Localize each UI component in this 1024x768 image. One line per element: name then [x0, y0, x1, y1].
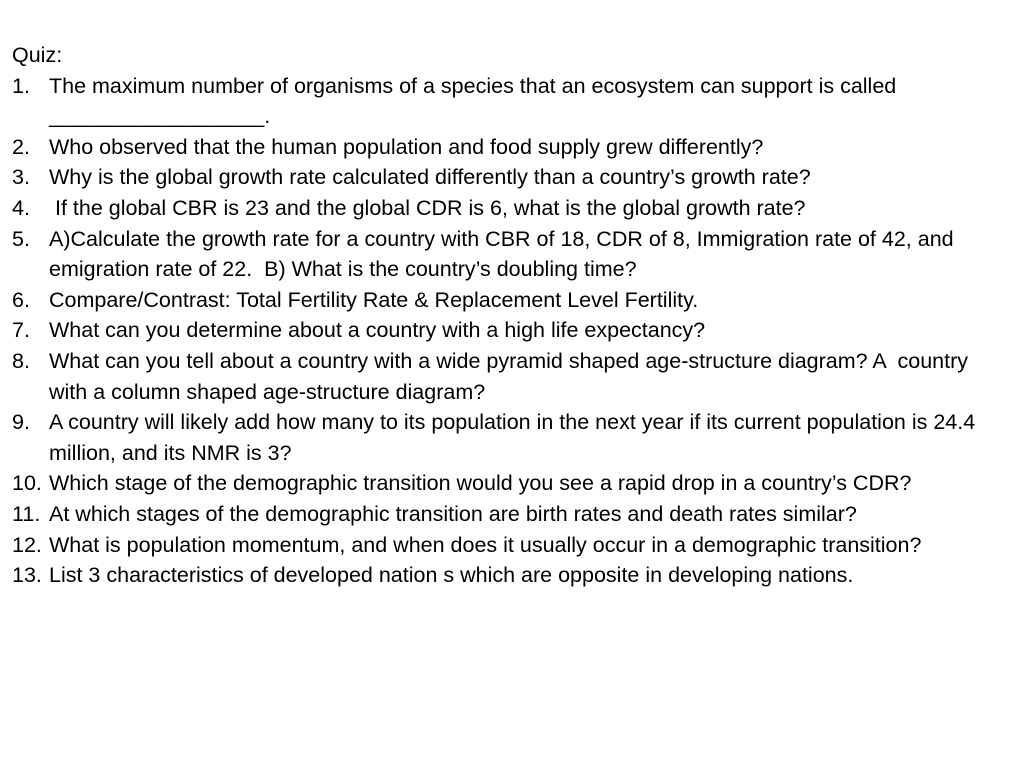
- question-item-12: [12, 530, 1012, 561]
- question-item-11: [12, 499, 1012, 530]
- question-text: A country will likely add how many to its population in the next year if its current population is 24.4 million, and its NMR is 3?: [49, 410, 982, 465]
- question-number: 10.: [12, 471, 42, 496]
- question-item-9: [12, 407, 1012, 468]
- question-text: What can you tell about a country with a wide pyramid shaped age-structure diagram? A country with a column shaped age-structure diagram?: [49, 348, 975, 404]
- question-item-1: [12, 71, 1012, 132]
- question-item-3: [12, 162, 1012, 193]
- question-number: 6.: [12, 287, 30, 312]
- question-text: List 3 characteristics of developed nation s which are opposite in developing nations.: [49, 563, 854, 588]
- question-number: 13.: [12, 563, 42, 588]
- question-text: At which stages of the demographic transition are birth rates and death rates similar?: [49, 501, 857, 526]
- question-number: 8.: [12, 348, 30, 373]
- question-text: Who observed that the human population and food supply grew differently?: [49, 134, 764, 159]
- question-item-5: [12, 224, 1012, 285]
- question-item-4: [12, 193, 1012, 224]
- question-number: 1.: [12, 73, 30, 98]
- question-list: [12, 71, 1012, 591]
- question-item-7: [12, 315, 1012, 346]
- question-item-8: [12, 346, 1012, 407]
- question-text: A)Calculate the growth rate for a country with CBR of 18, CDR of 8, Immigration rate of 42, and emigration rate of 22. B) What is the country’s doubling time?: [49, 226, 960, 282]
- question-number: 11.: [12, 501, 41, 526]
- question-text: What can you determine about a country with a high life expectancy?: [49, 318, 706, 343]
- question-text: Why is the global growth rate calculated differently than a country’s growth rate?: [49, 165, 811, 190]
- question-item-2: [12, 132, 1012, 163]
- question-number: 7.: [12, 318, 30, 343]
- question-number: 9.: [12, 410, 30, 435]
- question-text: The maximum number of organisms of a species that an ecosystem can support is called __________________.: [49, 73, 903, 129]
- question-number: 2.: [12, 134, 30, 159]
- quiz-slide: [12, 40, 1012, 591]
- quiz-title: Quiz:: [12, 43, 63, 67]
- question-item-10: [12, 468, 1012, 499]
- question-item-6: [12, 285, 1012, 316]
- question-text: If the global CBR is 23 and the global CDR is 6, what is the global growth rate?: [49, 195, 806, 220]
- question-text: What is population momentum, and when does it usually occur in a demographic transition?: [49, 532, 922, 557]
- question-number: 4.: [12, 195, 30, 220]
- question-text: Which stage of the demographic transition would you see a rapid drop in a country’s CDR?: [49, 471, 912, 496]
- question-number: 5.: [12, 226, 30, 251]
- question-text: Compare/Contrast: Total Fertility Rate & Replacement Level Fertility.: [49, 287, 699, 312]
- question-number: 12.: [12, 532, 42, 557]
- question-number: 3.: [12, 165, 30, 190]
- question-item-13: [12, 560, 1012, 591]
